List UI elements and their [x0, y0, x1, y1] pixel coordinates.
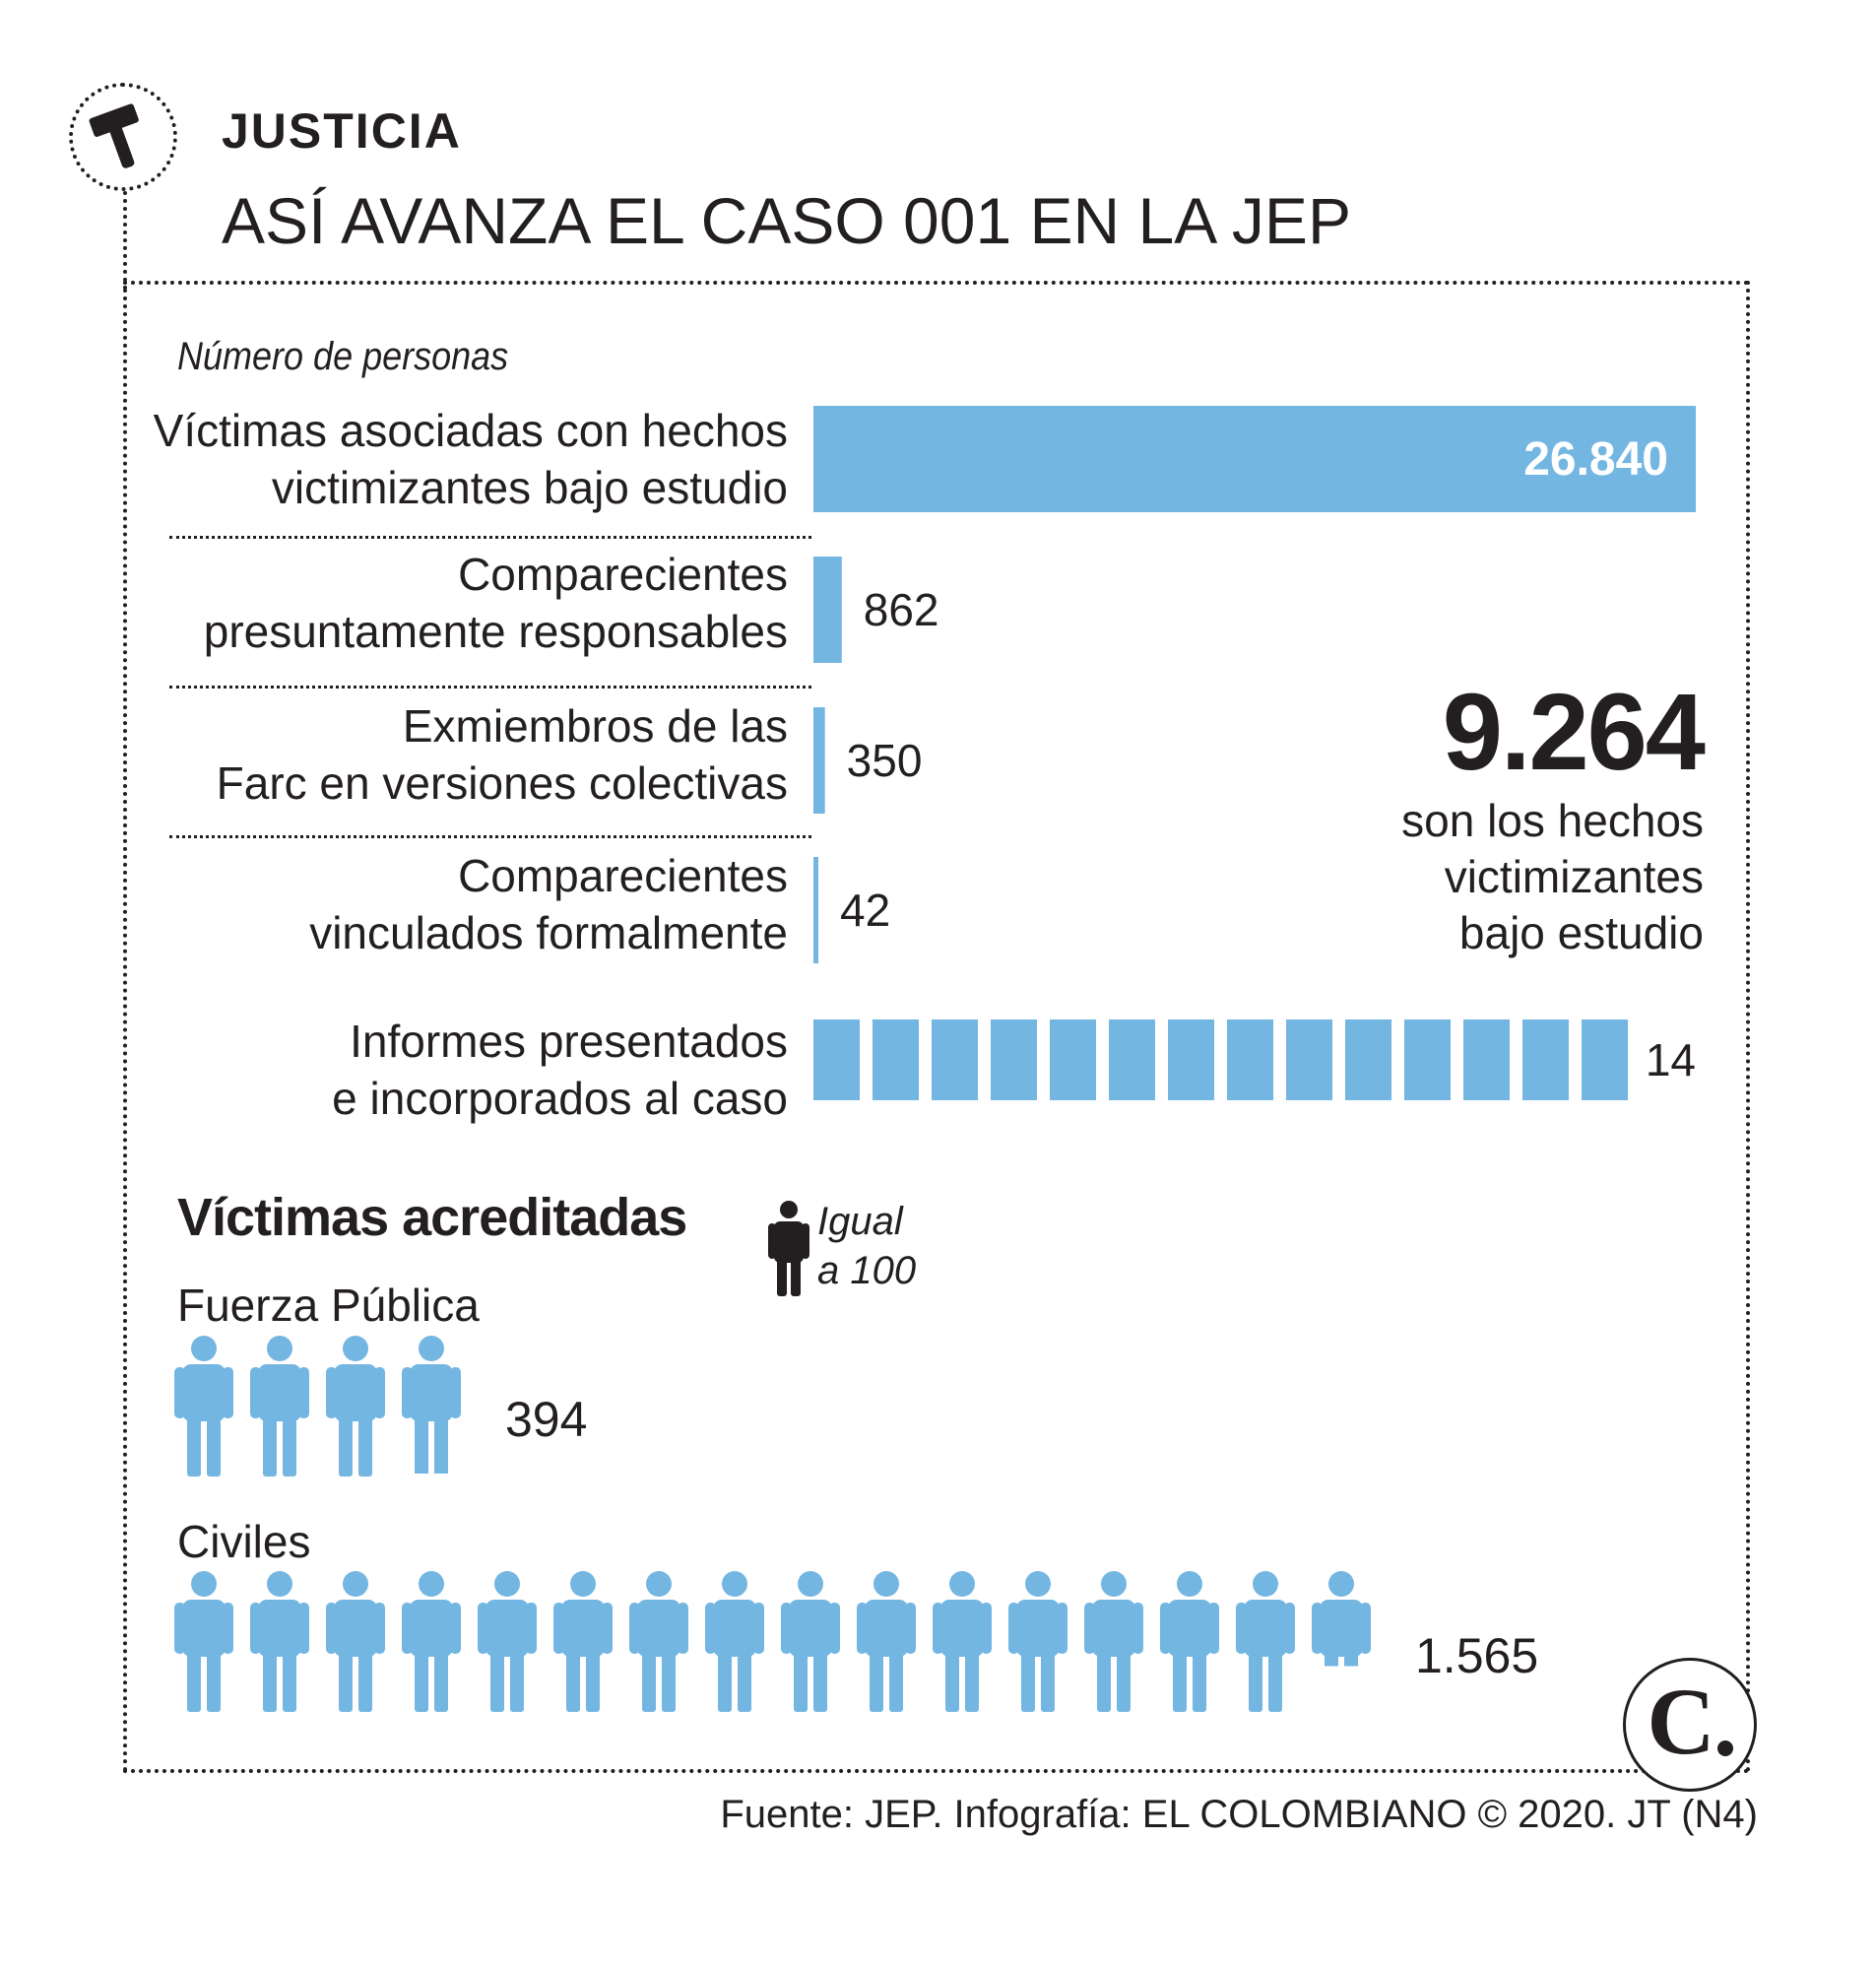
- category-label: Comparecientes presuntamente responsables: [203, 549, 788, 657]
- person-icon: [629, 1571, 688, 1712]
- data-label: 42: [840, 885, 891, 936]
- category-label: Comparecientes vinculados formalmente: [309, 850, 788, 958]
- category-label: Víctimas asociadas con hechos victimizantes bajo estudio: [153, 405, 788, 513]
- data-label: 350: [846, 735, 923, 786]
- unit-block: [1345, 1019, 1391, 1100]
- group-label: Fuerza Pública: [177, 1280, 480, 1331]
- person-icon: [326, 1336, 385, 1477]
- person-icon: [1084, 1571, 1143, 1712]
- unit-block: [932, 1019, 978, 1100]
- unit-block: [1522, 1019, 1569, 1100]
- person-icon: [174, 1336, 233, 1477]
- data-label: 394: [505, 1392, 588, 1447]
- data-label: 14: [1645, 1034, 1696, 1085]
- category-label: Exmiembros de las Farc en versiones colectivas: [216, 700, 788, 809]
- section-label: JUSTICIA: [222, 103, 462, 159]
- category-label: Informes presentados e incorporados al caso: [332, 1016, 788, 1124]
- pictogram-title: Víctimas acreditadas: [177, 1188, 687, 1247]
- bar: [813, 857, 818, 963]
- chart-subtitle: Número de personas: [177, 335, 509, 378]
- unit-block: [1286, 1019, 1332, 1100]
- person-icon: [781, 1571, 840, 1712]
- highlight-caption: son los hechos victimizantes bajo estudio: [1401, 795, 1704, 958]
- person-icon: [1236, 1571, 1295, 1712]
- data-label: 26.840: [1523, 433, 1668, 486]
- person-icon: [250, 1336, 309, 1477]
- pictogram-row: [172, 1335, 1059, 1482]
- person-icon: [933, 1571, 992, 1712]
- pictogram-row: [172, 1570, 1453, 1718]
- person-icon: [478, 1571, 537, 1712]
- source-note: Fuente: JEP. Infografía: EL COLOMBIANO © 2020. JT (N4): [720, 1793, 1758, 1836]
- unit-block: [1463, 1019, 1510, 1100]
- person-icon: [553, 1571, 613, 1712]
- brand-logo-letter: C: [1647, 1669, 1715, 1774]
- data-label: 1.565: [1415, 1628, 1539, 1683]
- unit-block: [1227, 1019, 1273, 1100]
- data-label: 862: [863, 584, 939, 635]
- brand-logo-dot: [1717, 1740, 1733, 1756]
- person-icon: [402, 1571, 461, 1712]
- person-icon: [250, 1571, 309, 1712]
- unit-block: [873, 1019, 919, 1100]
- person-icon: [705, 1571, 764, 1712]
- person-icon: [1312, 1571, 1371, 1712]
- bar: [813, 557, 842, 663]
- page-title: ASÍ AVANZA EL CASO 001 EN LA JEP: [222, 184, 1351, 257]
- person-icon: [1160, 1571, 1219, 1712]
- unit-block: [1404, 1019, 1451, 1100]
- person-icon: [402, 1336, 461, 1477]
- person-icon: [326, 1571, 385, 1712]
- unit-block: [1050, 1019, 1096, 1100]
- pictogram-legend: Igual a 100: [817, 1200, 917, 1292]
- group-label: Civiles: [177, 1516, 311, 1567]
- unit-block: [1109, 1019, 1155, 1100]
- bar: [813, 707, 825, 814]
- person-icon: [766, 1200, 811, 1298]
- unit-block: [813, 1019, 860, 1100]
- person-icon: [857, 1571, 916, 1712]
- person-icon: [1008, 1571, 1067, 1712]
- brand-logo: [1623, 1658, 1757, 1792]
- person-icon: [174, 1571, 233, 1712]
- highlight-number: 9.264: [1442, 672, 1704, 793]
- unit-block: [1582, 1019, 1628, 1100]
- unit-block: [991, 1019, 1037, 1100]
- unit-block: [1168, 1019, 1214, 1100]
